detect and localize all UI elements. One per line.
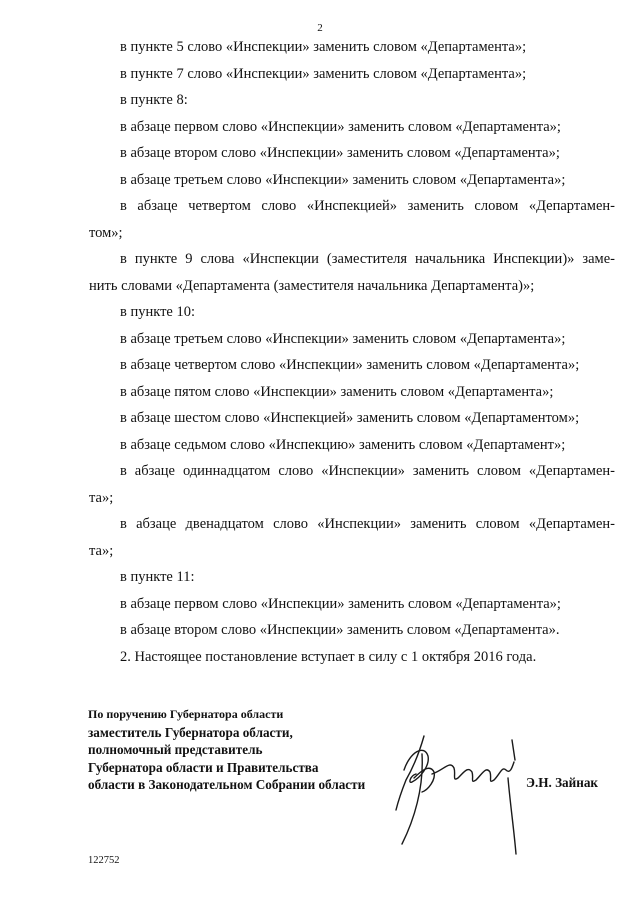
paragraph: в абзаце третьем слово «Инспекции» заменить словом «Департамента»;	[120, 171, 566, 188]
paragraph: в абзаце седьмом слово «Инспекцию» заменить словом «Департамент»;	[120, 436, 566, 453]
signatory-title-line: полномочный представитель	[88, 742, 263, 757]
handwritten-signature	[392, 726, 527, 861]
paragraph-effective-date: 2. Настоящее постановление вступает в силу с 1 октября 2016 года.	[120, 648, 537, 665]
paragraph: в абзаце двенадцатом слово «Инспекции» заменить словом «Департамен-	[120, 516, 615, 532]
signatory-title-line: заместитель Губернатора области,	[88, 724, 293, 740]
paragraph-continuation: та»;	[89, 542, 114, 559]
paragraph-continuation: та»;	[89, 489, 114, 506]
paragraph: в пункте 8:	[120, 92, 188, 108]
paragraph: в абзаце третьем слово «Инспекции» заменить словом «Департамента»;	[120, 330, 566, 347]
paragraph: в абзаце пятом слово «Инспекции» заменить словом «Департамента»;	[120, 383, 554, 400]
paragraph: в абзаце шестом слово «Инспекцией» заменить словом «Департаментом»;	[120, 410, 580, 426]
paragraph: в пункте 11:	[120, 569, 195, 585]
paragraph: в пункте 9 слова «Инспекции (заместителя начальника Инспекции)» заме-	[120, 251, 615, 267]
document-number: 122752	[88, 855, 120, 866]
paragraph: в абзаце первом слово «Инспекции» заменить словом «Департамента»;	[120, 595, 561, 612]
paragraph: в абзаце одиннадцатом слово «Инспекции» заменить словом «Департамен-	[120, 463, 615, 479]
paragraph: в абзаце четвертом слово «Инспекцией» заменить словом «Департамен-	[120, 198, 615, 214]
paragraph: в абзаце первом слово «Инспекции» заменить словом «Департамента»;	[120, 118, 561, 135]
signatory-title-line: По поручению Губернатора области	[88, 707, 284, 721]
signature-block	[88, 706, 365, 794]
signatory-title-line: Губернатора области и Правительства	[88, 759, 319, 775]
document-body	[89, 37, 615, 673]
paragraph: в абзаце втором слово «Инспекции» заменить словом «Департамента».	[120, 622, 560, 638]
paragraph: в пункте 5 слово «Инспекции» заменить словом «Департамента»;	[120, 39, 527, 55]
paragraph: в пункте 7 слово «Инспекции» заменить словом «Департамента»;	[120, 65, 527, 82]
paragraph: в абзаце четвертом слово «Инспекции» заменить словом «Департамента»;	[120, 357, 580, 373]
paragraph: в абзаце втором слово «Инспекции» заменить словом «Департамента»;	[120, 145, 560, 161]
paragraph-continuation: том»;	[89, 224, 123, 241]
paragraph: в пункте 10:	[120, 304, 196, 320]
paragraph-continuation: нить словами «Департамента (заместителя начальника Департамента)»;	[89, 277, 535, 294]
page-number: 2	[317, 22, 323, 34]
signatory-title-line: области в Законодательном Собрании области	[88, 777, 366, 792]
signer-name: Э.Н. Зайнак	[526, 775, 599, 790]
